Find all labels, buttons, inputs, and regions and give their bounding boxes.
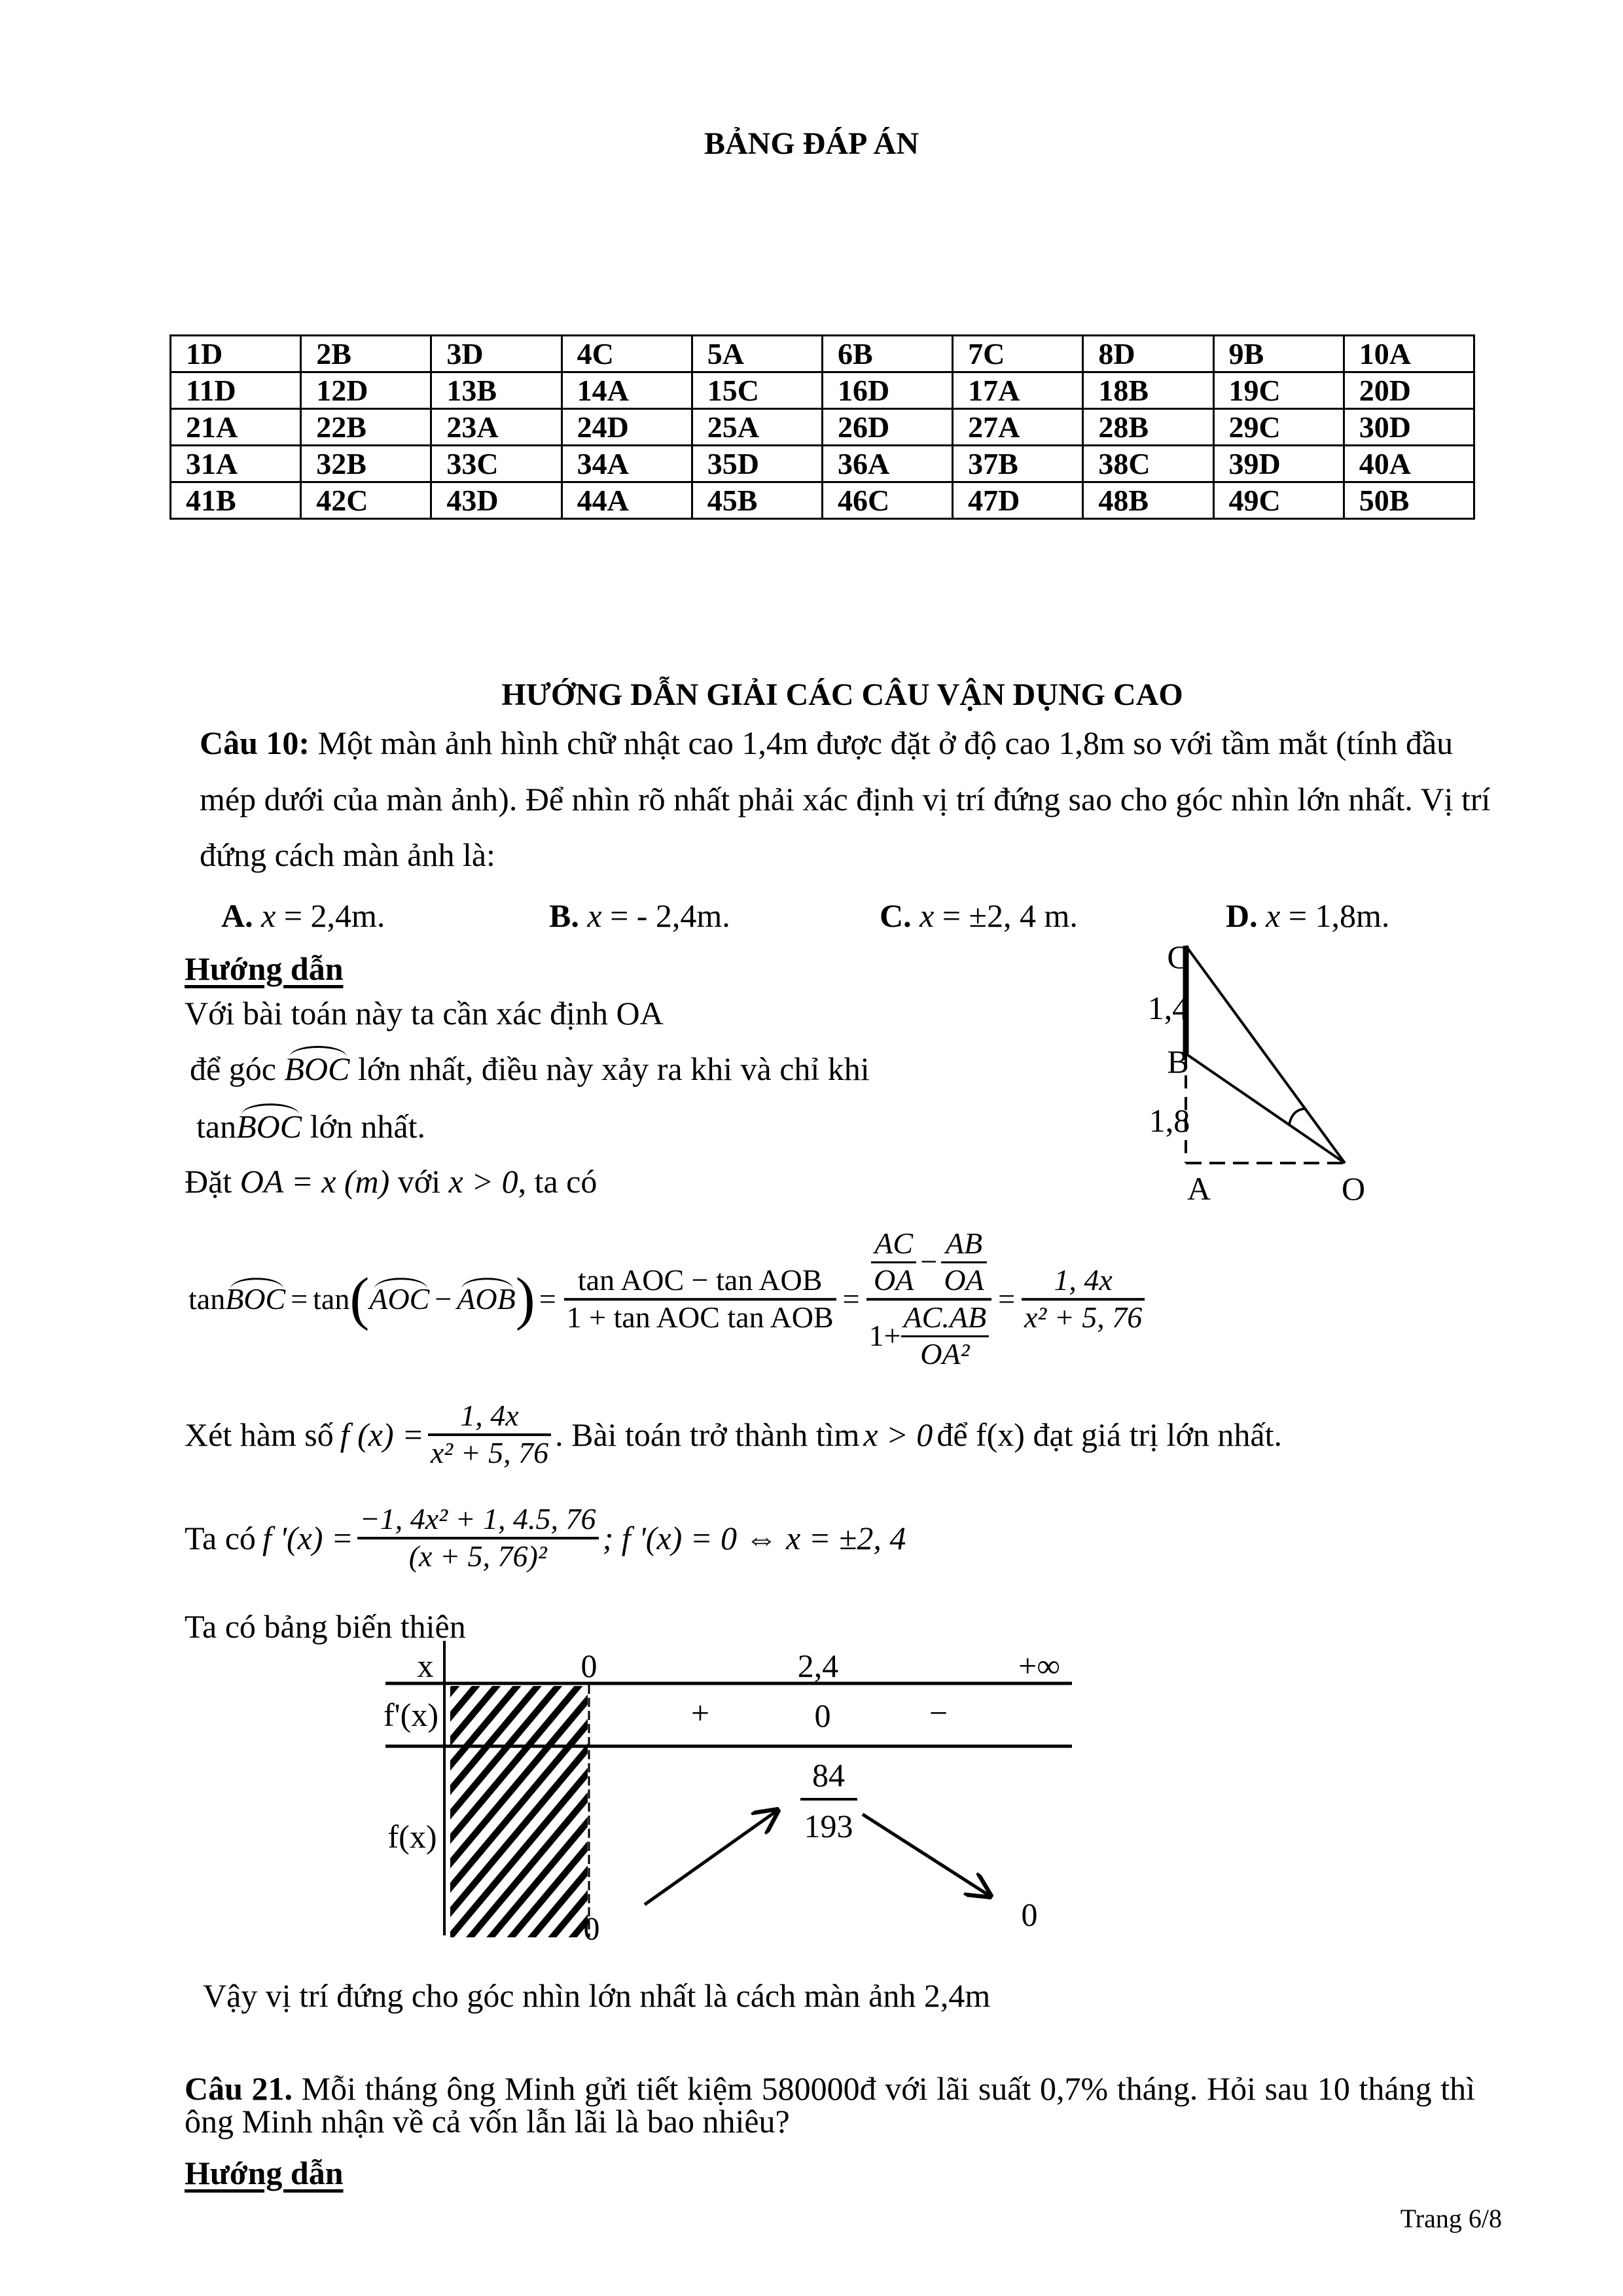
question-21-line-2: ông Minh nhận về cả vốn lẫn lãi là bao nhiêu? [185, 2103, 790, 2140]
angle-boc: BOC [284, 1050, 350, 1087]
diagram-label-a: A [1186, 1170, 1211, 1207]
diagram-label-o: O [1341, 1170, 1366, 1207]
answer-cell: 24D [562, 409, 692, 446]
answer-cell: 25A [692, 409, 822, 446]
vt-x-2-4: 2,4 [797, 1647, 839, 1684]
diagram-label-len-ab: 1,8 [1149, 1102, 1190, 1139]
table-intro: Ta có bảng biến thiên [185, 1608, 466, 1645]
answer-cell: 23A [431, 409, 562, 446]
vt-sign-minus: − [929, 1695, 948, 1731]
diagram-label-c: C [1167, 939, 1189, 975]
vt-label-fprime: f'(x) [383, 1696, 438, 1733]
answer-cell: 28B [1083, 409, 1213, 446]
option-c: C. x = ±2, 4 m. [880, 897, 1078, 934]
answer-cell: 15C [692, 372, 822, 409]
answer-cell: 44A [562, 482, 692, 519]
vt-max-denominator: 193 [804, 1808, 853, 1844]
answer-cell: 11D [171, 372, 301, 409]
answer-cell: 10A [1344, 336, 1474, 372]
question-10-label: Câu 10: [200, 725, 310, 761]
triangle-diagram [1186, 946, 1345, 1163]
answer-cell: 38C [1083, 446, 1213, 482]
answer-cell: 34A [562, 446, 692, 482]
answer-cell: 26D [822, 409, 952, 446]
answer-cell: 20D [1344, 372, 1474, 409]
answer-cell: 12D [301, 372, 431, 409]
question-21-label: Câu 21. [185, 2070, 293, 2107]
answer-cell: 19C [1213, 372, 1344, 409]
answer-key-title: BẢNG ĐÁP ÁN [704, 126, 919, 161]
question-21-line-1: Câu 21. Mỗi tháng ông Minh gửi tiết kiệm 580000đ với lãi suất 0,7% tháng. Hỏi sau 10 tháng thì [185, 2070, 1476, 2107]
answer-cell: 32B [301, 446, 431, 482]
vt-label-f: f(x) [387, 1818, 437, 1855]
answer-cell: 2B [301, 336, 431, 372]
answer-cell: 42C [301, 482, 431, 519]
fraction-ratio: $\frac{AC}{OA}$ − $\frac{AB}{OA}$ 1+ $\frac{AC.AB}{\text{OA²}}$ [866, 1227, 991, 1372]
answer-cell: 41B [171, 482, 301, 519]
option-a: A. x = 2,4m. [221, 897, 385, 934]
derivative-line: Ta có f '(x) = $\frac{\text{−1, 4x² + 1, 4.5, 76}}{\text{(x + 5, 76)²}}$ ; f '(x) = 0 ⇔ x = ±2, 4 [185, 1502, 906, 1573]
option-d: D. x = 1,8m. [1226, 897, 1390, 934]
answer-cell: 33C [431, 446, 562, 482]
answer-cell: 50B [1344, 482, 1474, 519]
answer-cell: 21A [171, 409, 301, 446]
vt-sign-plus: + [690, 1695, 710, 1731]
answer-cell: 45B [692, 482, 822, 519]
answer-cell: 48B [1083, 482, 1213, 519]
solution-line-2: để góc BOC lớn nhất, điều này xảy ra khi và chỉ khi [190, 1050, 870, 1087]
answer-cell: 14A [562, 372, 692, 409]
vt-label-x: x [417, 1647, 434, 1684]
answer-cell: 1D [171, 336, 301, 372]
question-10-line-3: đứng cách màn ảnh là: [200, 836, 495, 873]
answer-cell: 6B [822, 336, 952, 372]
answer-cell: 39D [1213, 446, 1344, 482]
option-b: B. x = - 2,4m. [549, 897, 730, 934]
guide-heading: HƯỚNG DẪN GIẢI CÁC CÂU VẬN DỤNG CAO [501, 677, 1183, 712]
answer-cell: 17A [953, 372, 1083, 409]
answer-cell: 30D [1344, 409, 1474, 446]
angle-boc: BOC [236, 1108, 302, 1145]
solution-label-q10: Hướng dẫn [185, 950, 344, 987]
diagram-label-b: B [1167, 1043, 1189, 1080]
answer-cell: 22B [301, 409, 431, 446]
solution-line-1: Với bài toán này ta cần xác định OA [185, 995, 664, 1031]
answer-cell: 3D [431, 336, 562, 372]
answer-cell: 9B [1213, 336, 1344, 372]
conclusion: Vậy vị trí đứng cho góc nhìn lớn nhất là cách màn ảnh 2,4m [203, 1977, 991, 2014]
answer-cell: 16D [822, 372, 952, 409]
fraction-tan-difference: $\frac{\text{tan AOC − tan AOB}}{\text{1 + tan AOC tan AOB}}$ [564, 1263, 836, 1335]
answer-cell: 47D [953, 482, 1083, 519]
answer-cell: 8D [1083, 336, 1213, 372]
answer-cell: 31A [171, 446, 301, 482]
vt-x-inf: +∞ [1018, 1647, 1060, 1684]
answer-cell: 5A [692, 336, 822, 372]
answer-cell: 29C [1213, 409, 1344, 446]
answer-cell: 49C [1213, 482, 1344, 519]
answer-cell: 43D [431, 482, 562, 519]
answer-cell: 18B [1083, 372, 1213, 409]
answer-cell: 35D [692, 446, 822, 482]
solution-label-q21: Hướng dẫn [185, 2155, 344, 2191]
fraction-result: $\frac{1, 4x}{\text{x² + 5, 76}}$ [1022, 1263, 1145, 1335]
answer-cell: 36A [822, 446, 952, 482]
vt-sign-zero: 0 [814, 1697, 831, 1734]
answer-cell: 7C [953, 336, 1083, 372]
answer-cell: 46C [822, 482, 952, 519]
solution-line-4: Đặt OA = x (m) với x > 0, ta có [185, 1163, 597, 1200]
tan-formula: tan BOC = tan ( AOC − AOB ) = $\frac{\text{tan AOC − tan AOB}}{\text{1 + tan AOC tan AOB}}$ = $\frac{AC}{OA}$ − $\frac{AB}{OA}$ 1+ $\frac{AC.AB}{\text{OA²}}$ = $\frac{1, 4x}{\text{x² + 5, 76}}$ [188, 1227, 1149, 1372]
vt-max-numerator: 84 [812, 1757, 845, 1793]
question-10-line-1: Câu 10: Một màn ảnh hình chữ nhật cao 1,4m được đặt ở độ cao 1,8m so với tầm mắt (tính đầu [200, 725, 1454, 761]
answer-cell: 40A [1344, 446, 1474, 482]
function-definition: Xét hàm số f (x) = $\frac{1, 4x}{\text{x² + 5, 76}}$ . Bài toán trở thành tìm x > 0 để f(x) đạt giá trị lớn nhất. [185, 1399, 1282, 1469]
question-10-line-2: mép dưới của màn ảnh). Để nhìn rõ nhất phải xác định vị trí đứng sao cho góc nhìn lớn nhất. Vị trí [200, 781, 1491, 817]
vt-left-value: 0 [583, 1910, 600, 1946]
answer-cell: 13B [431, 372, 562, 409]
answer-cell: 37B [953, 446, 1083, 482]
answer-cell: 4C [562, 336, 692, 372]
diagram-label-len-bc: 1,4 [1147, 990, 1189, 1026]
vt-right-value: 0 [1021, 1896, 1038, 1933]
solution-line-3: tanBOC lớn nhất. [196, 1108, 426, 1145]
page-number: Trang 6/8 [1400, 2204, 1502, 2233]
answer-cell: 27A [953, 409, 1083, 446]
vt-x-0: 0 [580, 1647, 597, 1684]
